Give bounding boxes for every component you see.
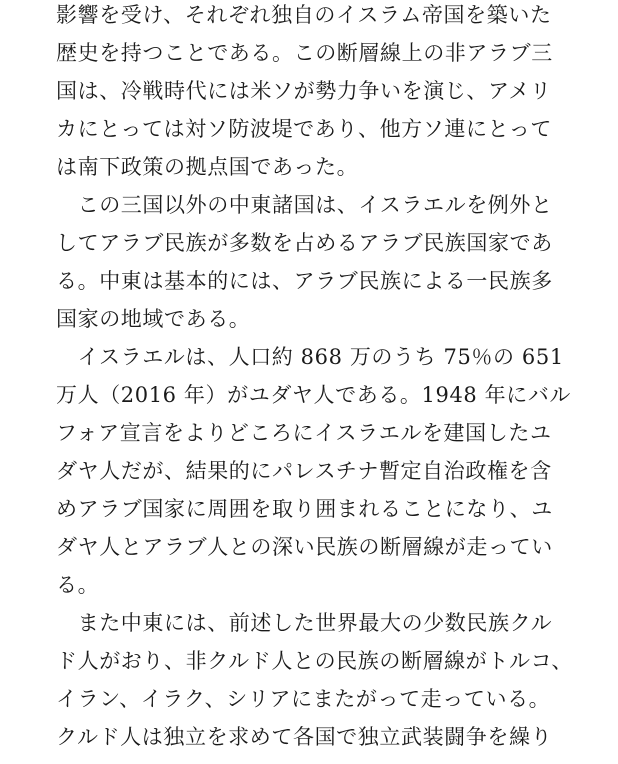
text-line: カにとっては対ソ防波堤であり、他方ソ連にとって: [56, 117, 552, 141]
text-line: る。: [56, 573, 100, 597]
text-line: ダヤ人とアラブ人との深い民族の断層線が走ってい: [56, 535, 553, 559]
text-line: めアラブ国家に周囲を取り囲まれることになり、ユ: [56, 497, 553, 521]
text-line: フォア宣言をよりどころにイスラエルを建国したユ: [56, 421, 552, 445]
text-line: ド人がおり、非クルド人との民族の断層線がトルコ、: [56, 649, 573, 673]
text-line: ダヤ人だが、結果的にパレスチナ暫定自治政権を含: [56, 459, 552, 483]
text-line: クルド人は独立を求めて各国で独立武装闘争を繰り: [56, 725, 553, 749]
text-line: また中東には、前述した世界最大の少数民族クル: [56, 611, 553, 635]
text-line: イスラエルは、人口約 868 万のうち 75％の 651: [56, 345, 564, 369]
text-line: 国家の地域である。: [56, 307, 251, 331]
text-line: 万人（2016 年）がユダヤ人である。1948 年にバル: [56, 383, 572, 407]
text-line: 歴史を持つことである。この断層線上の非アラブ三: [56, 41, 553, 65]
text-line: る。中東は基本的には、アラブ民族による一民族多: [56, 269, 553, 293]
text-line: イラン、イラク、シリアにまたがって走っている。: [56, 687, 551, 711]
text-line: この三国以外の中東諸国は、イスラエルを例外と: [56, 193, 553, 217]
text-line: 国は、冷戦時代には米ソが勢力争いを演じ、アメリ: [56, 79, 552, 103]
text-line: は南下政策の拠点国であった。: [56, 155, 359, 179]
text-line: してアラブ民族が多数を占めるアラブ民族国家であ: [56, 231, 553, 255]
text-line: 影響を受け、それぞれ独自のイスラム帝国を築いた: [56, 3, 552, 27]
body-text: [56, 0, 576, 756]
